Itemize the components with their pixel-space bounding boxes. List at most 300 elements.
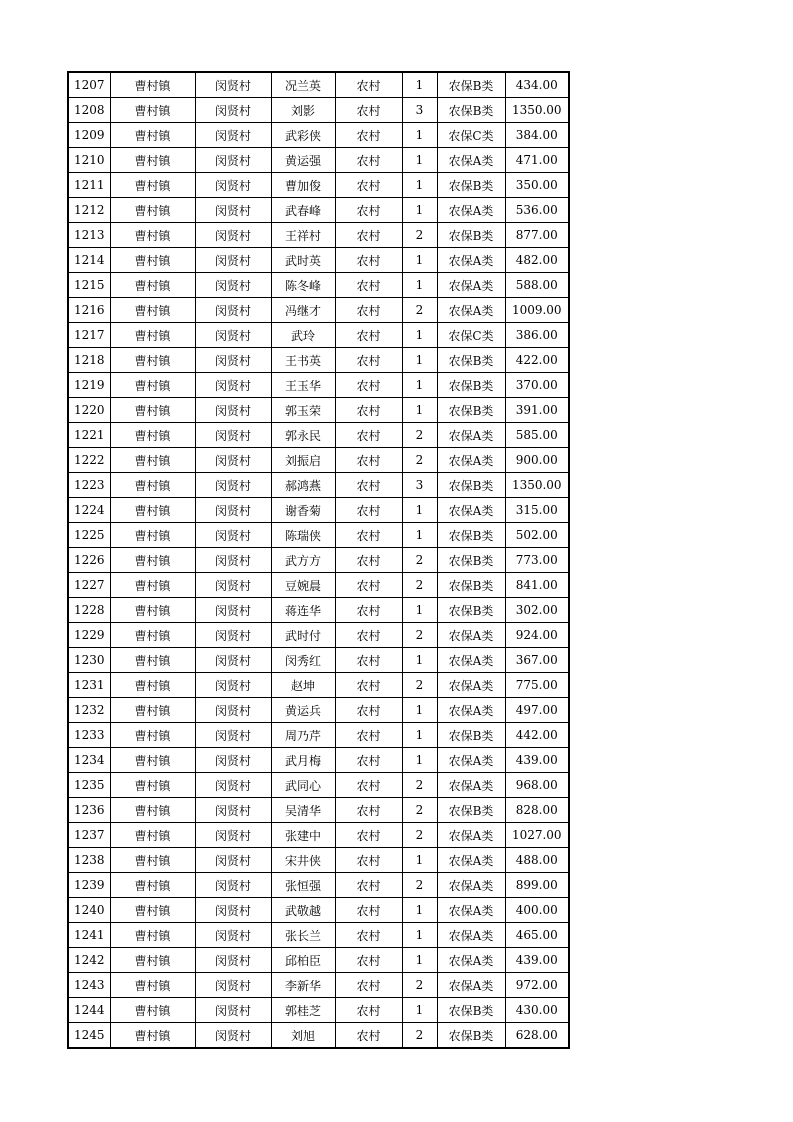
table-row: [68, 948, 569, 973]
town-cell: 曹村镇: [110, 973, 195, 998]
village-cell: 闵贤村: [195, 523, 271, 548]
table-row: [68, 873, 569, 898]
name-cell: 武敬越: [271, 898, 335, 923]
household-type-cell: 农村: [335, 98, 402, 123]
town-cell: 曹村镇: [110, 648, 195, 673]
household-type-cell: 农村: [335, 498, 402, 523]
category-cell: 农保A类: [437, 748, 505, 773]
category-cell: 农保B类: [437, 398, 505, 423]
amount-cell: 968.00: [505, 773, 569, 798]
name-cell: 周乃芹: [271, 723, 335, 748]
name-cell: 王书英: [271, 348, 335, 373]
category-cell: 农保A类: [437, 298, 505, 323]
family-size-cell: 1: [402, 123, 437, 148]
category-cell: 农保B类: [437, 98, 505, 123]
family-size-cell: 1: [402, 348, 437, 373]
amount-cell: 350.00: [505, 173, 569, 198]
family-size-cell: 1: [402, 748, 437, 773]
serial-cell: 1243: [68, 973, 110, 998]
serial-cell: 1217: [68, 323, 110, 348]
amount-cell: 370.00: [505, 373, 569, 398]
category-cell: 农保A类: [437, 273, 505, 298]
amount-cell: 924.00: [505, 623, 569, 648]
table-row: [68, 323, 569, 348]
amount-cell: 972.00: [505, 973, 569, 998]
serial-cell: 1229: [68, 623, 110, 648]
serial-cell: 1233: [68, 723, 110, 748]
category-cell: 农保A类: [437, 823, 505, 848]
serial-cell: 1223: [68, 473, 110, 498]
amount-cell: 386.00: [505, 323, 569, 348]
table-row: [68, 398, 569, 423]
category-cell: 农保A类: [437, 773, 505, 798]
village-cell: 闵贤村: [195, 748, 271, 773]
amount-cell: 1027.00: [505, 823, 569, 848]
amount-cell: 430.00: [505, 998, 569, 1023]
amount-cell: 841.00: [505, 573, 569, 598]
family-size-cell: 2: [402, 298, 437, 323]
household-type-cell: 农村: [335, 523, 402, 548]
table-row: [68, 923, 569, 948]
village-cell: 闵贤村: [195, 948, 271, 973]
name-cell: 武玲: [271, 323, 335, 348]
family-size-cell: 1: [402, 173, 437, 198]
amount-cell: 384.00: [505, 123, 569, 148]
table-row: [68, 98, 569, 123]
amount-cell: 828.00: [505, 798, 569, 823]
household-type-cell: 农村: [335, 72, 402, 98]
town-cell: 曹村镇: [110, 323, 195, 348]
household-type-cell: 农村: [335, 948, 402, 973]
table-row: [68, 523, 569, 548]
family-size-cell: 2: [402, 798, 437, 823]
serial-cell: 1214: [68, 248, 110, 273]
household-type-cell: 农村: [335, 273, 402, 298]
table-row: [68, 1023, 569, 1049]
name-cell: 刘旭: [271, 1023, 335, 1049]
household-type-cell: 农村: [335, 473, 402, 498]
town-cell: 曹村镇: [110, 223, 195, 248]
amount-cell: 367.00: [505, 648, 569, 673]
family-size-cell: 1: [402, 948, 437, 973]
category-cell: 农保A类: [437, 898, 505, 923]
town-cell: 曹村镇: [110, 698, 195, 723]
village-cell: 闵贤村: [195, 973, 271, 998]
category-cell: 农保A类: [437, 848, 505, 873]
table-row: [68, 548, 569, 573]
serial-cell: 1241: [68, 923, 110, 948]
town-cell: 曹村镇: [110, 123, 195, 148]
category-cell: 农保B类: [437, 548, 505, 573]
name-cell: 邱柏臣: [271, 948, 335, 973]
table-row: [68, 598, 569, 623]
category-cell: 农保B类: [437, 523, 505, 548]
household-type-cell: 农村: [335, 873, 402, 898]
village-cell: 闵贤村: [195, 548, 271, 573]
name-cell: 吴清华: [271, 798, 335, 823]
amount-cell: 422.00: [505, 348, 569, 373]
household-type-cell: 农村: [335, 773, 402, 798]
family-size-cell: 1: [402, 723, 437, 748]
serial-cell: 1221: [68, 423, 110, 448]
name-cell: 黄运强: [271, 148, 335, 173]
serial-cell: 1235: [68, 773, 110, 798]
category-cell: 农保B类: [437, 373, 505, 398]
serial-cell: 1215: [68, 273, 110, 298]
amount-cell: 536.00: [505, 198, 569, 223]
category-cell: 农保B类: [437, 598, 505, 623]
household-type-cell: 农村: [335, 998, 402, 1023]
town-cell: 曹村镇: [110, 573, 195, 598]
village-cell: 闵贤村: [195, 623, 271, 648]
amount-cell: 773.00: [505, 548, 569, 573]
category-cell: 农保B类: [437, 173, 505, 198]
name-cell: 王祥村: [271, 223, 335, 248]
table-row: [68, 848, 569, 873]
name-cell: 武方方: [271, 548, 335, 573]
town-cell: 曹村镇: [110, 1023, 195, 1049]
village-cell: 闵贤村: [195, 998, 271, 1023]
amount-cell: 1350.00: [505, 473, 569, 498]
table-row: [68, 773, 569, 798]
serial-cell: 1207: [68, 72, 110, 98]
name-cell: 张恒强: [271, 873, 335, 898]
family-size-cell: 1: [402, 323, 437, 348]
village-cell: 闵贤村: [195, 573, 271, 598]
town-cell: 曹村镇: [110, 348, 195, 373]
name-cell: 况兰英: [271, 72, 335, 98]
serial-cell: 1219: [68, 373, 110, 398]
serial-cell: 1212: [68, 198, 110, 223]
family-size-cell: 3: [402, 98, 437, 123]
family-size-cell: 1: [402, 598, 437, 623]
household-type-cell: 农村: [335, 673, 402, 698]
town-cell: 曹村镇: [110, 523, 195, 548]
name-cell: 闵秀红: [271, 648, 335, 673]
table-row: [68, 373, 569, 398]
family-size-cell: 1: [402, 523, 437, 548]
town-cell: 曹村镇: [110, 923, 195, 948]
household-type-cell: 农村: [335, 323, 402, 348]
table-row: [68, 498, 569, 523]
village-cell: 闵贤村: [195, 148, 271, 173]
name-cell: 李新华: [271, 973, 335, 998]
household-type-cell: 农村: [335, 423, 402, 448]
town-cell: 曹村镇: [110, 798, 195, 823]
serial-cell: 1231: [68, 673, 110, 698]
town-cell: 曹村镇: [110, 598, 195, 623]
family-size-cell: 2: [402, 823, 437, 848]
category-cell: 农保C类: [437, 323, 505, 348]
name-cell: 刘振启: [271, 448, 335, 473]
category-cell: 农保A类: [437, 423, 505, 448]
village-cell: 闵贤村: [195, 423, 271, 448]
family-size-cell: 1: [402, 248, 437, 273]
category-cell: 农保A类: [437, 623, 505, 648]
table-row: [68, 723, 569, 748]
amount-cell: 588.00: [505, 273, 569, 298]
serial-cell: 1245: [68, 1023, 110, 1049]
category-cell: 农保B类: [437, 723, 505, 748]
table-row: [68, 173, 569, 198]
amount-cell: 1009.00: [505, 298, 569, 323]
category-cell: 农保B类: [437, 998, 505, 1023]
amount-cell: 1350.00: [505, 98, 569, 123]
name-cell: 郝鸿燕: [271, 473, 335, 498]
table-row: [68, 248, 569, 273]
family-size-cell: 1: [402, 898, 437, 923]
category-cell: 农保B类: [437, 573, 505, 598]
amount-cell: 302.00: [505, 598, 569, 623]
village-cell: 闵贤村: [195, 598, 271, 623]
household-type-cell: 农村: [335, 198, 402, 223]
amount-cell: 400.00: [505, 898, 569, 923]
household-type-cell: 农村: [335, 573, 402, 598]
serial-cell: 1224: [68, 498, 110, 523]
household-type-cell: 农村: [335, 348, 402, 373]
household-type-cell: 农村: [335, 548, 402, 573]
amount-cell: 899.00: [505, 873, 569, 898]
family-size-cell: 2: [402, 873, 437, 898]
household-type-cell: 农村: [335, 598, 402, 623]
town-cell: 曹村镇: [110, 873, 195, 898]
family-size-cell: 1: [402, 273, 437, 298]
amount-cell: 465.00: [505, 923, 569, 948]
category-cell: 农保B类: [437, 473, 505, 498]
village-cell: 闵贤村: [195, 673, 271, 698]
name-cell: 谢香菊: [271, 498, 335, 523]
amount-cell: 471.00: [505, 148, 569, 173]
town-cell: 曹村镇: [110, 673, 195, 698]
name-cell: 陈冬峰: [271, 273, 335, 298]
town-cell: 曹村镇: [110, 623, 195, 648]
serial-cell: 1240: [68, 898, 110, 923]
town-cell: 曹村镇: [110, 248, 195, 273]
town-cell: 曹村镇: [110, 898, 195, 923]
name-cell: 武同心: [271, 773, 335, 798]
category-cell: 农保A类: [437, 448, 505, 473]
name-cell: 武时英: [271, 248, 335, 273]
category-cell: 农保A类: [437, 648, 505, 673]
table-row: [68, 448, 569, 473]
table-row: [68, 72, 569, 98]
category-cell: 农保B类: [437, 223, 505, 248]
table-row: [68, 298, 569, 323]
village-cell: 闵贤村: [195, 248, 271, 273]
serial-cell: 1232: [68, 698, 110, 723]
category-cell: 农保A类: [437, 673, 505, 698]
village-cell: 闵贤村: [195, 498, 271, 523]
village-cell: 闵贤村: [195, 273, 271, 298]
table-row: [68, 698, 569, 723]
town-cell: 曹村镇: [110, 298, 195, 323]
family-size-cell: 2: [402, 573, 437, 598]
roster-table: [67, 71, 570, 1049]
name-cell: 赵坤: [271, 673, 335, 698]
town-cell: 曹村镇: [110, 173, 195, 198]
category-cell: 农保B类: [437, 798, 505, 823]
category-cell: 农保A类: [437, 948, 505, 973]
village-cell: 闵贤村: [195, 798, 271, 823]
amount-cell: 497.00: [505, 698, 569, 723]
name-cell: 蒋连华: [271, 598, 335, 623]
category-cell: 农保B类: [437, 72, 505, 98]
table-row: [68, 223, 569, 248]
family-size-cell: 1: [402, 398, 437, 423]
name-cell: 宋井侠: [271, 848, 335, 873]
town-cell: 曹村镇: [110, 148, 195, 173]
amount-cell: 439.00: [505, 748, 569, 773]
town-cell: 曹村镇: [110, 773, 195, 798]
name-cell: 黄运兵: [271, 698, 335, 723]
village-cell: 闵贤村: [195, 373, 271, 398]
town-cell: 曹村镇: [110, 198, 195, 223]
family-size-cell: 1: [402, 923, 437, 948]
name-cell: 郭桂芝: [271, 998, 335, 1023]
family-size-cell: 1: [402, 198, 437, 223]
town-cell: 曹村镇: [110, 473, 195, 498]
family-size-cell: 2: [402, 973, 437, 998]
amount-cell: 900.00: [505, 448, 569, 473]
amount-cell: 775.00: [505, 673, 569, 698]
town-cell: 曹村镇: [110, 98, 195, 123]
village-cell: 闵贤村: [195, 398, 271, 423]
family-size-cell: 2: [402, 623, 437, 648]
name-cell: 陈瑞侠: [271, 523, 335, 548]
household-type-cell: 农村: [335, 848, 402, 873]
family-size-cell: 1: [402, 698, 437, 723]
village-cell: 闵贤村: [195, 723, 271, 748]
village-cell: 闵贤村: [195, 698, 271, 723]
village-cell: 闵贤村: [195, 348, 271, 373]
name-cell: 郭永民: [271, 423, 335, 448]
table-row: [68, 648, 569, 673]
village-cell: 闵贤村: [195, 773, 271, 798]
village-cell: 闵贤村: [195, 323, 271, 348]
amount-cell: 482.00: [505, 248, 569, 273]
household-type-cell: 农村: [335, 798, 402, 823]
table-row: [68, 198, 569, 223]
family-size-cell: 1: [402, 498, 437, 523]
household-type-cell: 农村: [335, 723, 402, 748]
family-size-cell: 3: [402, 473, 437, 498]
town-cell: 曹村镇: [110, 72, 195, 98]
town-cell: 曹村镇: [110, 848, 195, 873]
family-size-cell: 2: [402, 1023, 437, 1049]
town-cell: 曹村镇: [110, 948, 195, 973]
serial-cell: 1234: [68, 748, 110, 773]
table-row: [68, 573, 569, 598]
household-type-cell: 农村: [335, 748, 402, 773]
family-size-cell: 1: [402, 72, 437, 98]
household-type-cell: 农村: [335, 698, 402, 723]
serial-cell: 1238: [68, 848, 110, 873]
table-row: [68, 148, 569, 173]
name-cell: 武彩侠: [271, 123, 335, 148]
town-cell: 曹村镇: [110, 498, 195, 523]
serial-cell: 1208: [68, 98, 110, 123]
household-type-cell: 农村: [335, 398, 402, 423]
village-cell: 闵贤村: [195, 873, 271, 898]
family-size-cell: 2: [402, 548, 437, 573]
town-cell: 曹村镇: [110, 723, 195, 748]
household-type-cell: 农村: [335, 1023, 402, 1049]
village-cell: 闵贤村: [195, 98, 271, 123]
table-row: [68, 798, 569, 823]
amount-cell: 488.00: [505, 848, 569, 873]
category-cell: 农保A类: [437, 248, 505, 273]
serial-cell: 1244: [68, 998, 110, 1023]
category-cell: 农保B类: [437, 348, 505, 373]
village-cell: 闵贤村: [195, 898, 271, 923]
table-row: [68, 748, 569, 773]
household-type-cell: 农村: [335, 248, 402, 273]
amount-cell: 502.00: [505, 523, 569, 548]
name-cell: 郭玉荣: [271, 398, 335, 423]
table-row: [68, 898, 569, 923]
village-cell: 闵贤村: [195, 173, 271, 198]
household-type-cell: 农村: [335, 448, 402, 473]
household-type-cell: 农村: [335, 898, 402, 923]
serial-cell: 1237: [68, 823, 110, 848]
category-cell: 农保A类: [437, 873, 505, 898]
amount-cell: 442.00: [505, 723, 569, 748]
table-row: [68, 423, 569, 448]
serial-cell: 1228: [68, 598, 110, 623]
serial-cell: 1220: [68, 398, 110, 423]
category-cell: 农保A类: [437, 498, 505, 523]
amount-cell: 391.00: [505, 398, 569, 423]
household-type-cell: 农村: [335, 223, 402, 248]
town-cell: 曹村镇: [110, 823, 195, 848]
category-cell: 农保A类: [437, 198, 505, 223]
serial-cell: 1236: [68, 798, 110, 823]
village-cell: 闵贤村: [195, 648, 271, 673]
village-cell: 闵贤村: [195, 298, 271, 323]
family-size-cell: 2: [402, 673, 437, 698]
category-cell: 农保A类: [437, 973, 505, 998]
category-cell: 农保A类: [437, 923, 505, 948]
household-type-cell: 农村: [335, 923, 402, 948]
amount-cell: 439.00: [505, 948, 569, 973]
town-cell: 曹村镇: [110, 398, 195, 423]
town-cell: 曹村镇: [110, 373, 195, 398]
family-size-cell: 2: [402, 223, 437, 248]
village-cell: 闵贤村: [195, 923, 271, 948]
household-type-cell: 农村: [335, 298, 402, 323]
name-cell: 张建中: [271, 823, 335, 848]
serial-cell: 1210: [68, 148, 110, 173]
town-cell: 曹村镇: [110, 548, 195, 573]
name-cell: 王玉华: [271, 373, 335, 398]
household-type-cell: 农村: [335, 648, 402, 673]
family-size-cell: 1: [402, 998, 437, 1023]
town-cell: 曹村镇: [110, 748, 195, 773]
serial-cell: 1213: [68, 223, 110, 248]
family-size-cell: 1: [402, 648, 437, 673]
serial-cell: 1216: [68, 298, 110, 323]
name-cell: 张长兰: [271, 923, 335, 948]
table-row: [68, 123, 569, 148]
serial-cell: 1222: [68, 448, 110, 473]
town-cell: 曹村镇: [110, 273, 195, 298]
roster-body: [68, 72, 569, 1048]
name-cell: 刘影: [271, 98, 335, 123]
name-cell: 武时付: [271, 623, 335, 648]
name-cell: 豆婉晨: [271, 573, 335, 598]
serial-cell: 1226: [68, 548, 110, 573]
serial-cell: 1211: [68, 173, 110, 198]
